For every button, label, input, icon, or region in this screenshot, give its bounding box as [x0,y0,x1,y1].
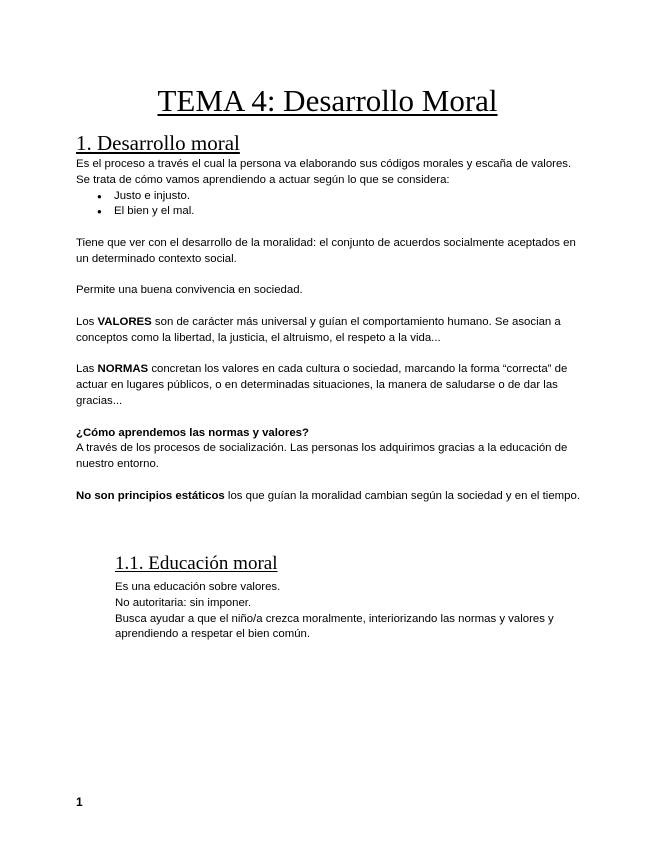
list-item: ● Justo e injusto. [114,189,581,205]
paragraph: Busca ayudar a que el niño/a crezca moralmente, interiorizando las normas y valores y aprendiendo a respetar el bien común. [115,612,554,641]
paragraph: A través de los procesos de socialización. Las personas los adquirimos gracias a la educación de nuestro entorno. [76,442,568,471]
bold-term: VALORES [97,315,152,328]
paragraph: Tiene que ver con el desarrollo de la moralidad: el conjunto de acuerdos socialmente aceptados en un determinado contexto social. [76,236,576,265]
subsection-heading: 1.1. Educación moral [115,553,278,574]
page-title: TEMA 4: Desarrollo Moral [157,83,498,118]
text-run: Los [76,315,98,328]
subsection-body [115,580,581,643]
paragraph: Se trata de cómo vamos aprendiendo a actuar según lo que se considera: [76,173,450,186]
bold-term: NORMAS [97,363,149,376]
text-run: concretan los valores en cada cultura o sociedad, marcando la forma “correcta” de actuar en lugares públicos, o en determinadas situaciones, la manera de saludarse o de dar las gracias... [76,363,568,407]
paragraph: Es el proceso a través el cual la persona va elaborando sus códigos morales y escaña de valores. [76,158,572,170]
bold-term: ¿Cómo aprendemos las normas y valores? [76,426,309,439]
question-heading [76,426,581,442]
paragraph: No autoritaria: sin imponer. [115,596,252,609]
text-run: son de carácter más universal y guían el comportamiento humano. Se asocian a conceptos como la libertad, la justicia, el altruismo, el respeto a la vida... [76,315,561,344]
bullet-list [76,189,581,221]
section-body [76,157,581,505]
text-run: Las [76,363,98,376]
paragraph-valores [76,315,581,347]
paragraph: Es una educación sobre valores. [115,581,281,593]
bold-term: No son principios estáticos [76,489,225,502]
text-run: los que guían la moralidad cambian según la sociedad y en el tiempo. [224,489,580,502]
page-number: 1 [76,795,83,809]
list-item: ● El bien y el mal. [114,204,581,220]
paragraph-normas [76,362,581,409]
paragraph: Permite una buena convivencia en sociedad. [76,284,303,297]
section-heading: 1. Desarrollo moral [76,131,240,155]
paragraph-estaticos [76,489,581,505]
